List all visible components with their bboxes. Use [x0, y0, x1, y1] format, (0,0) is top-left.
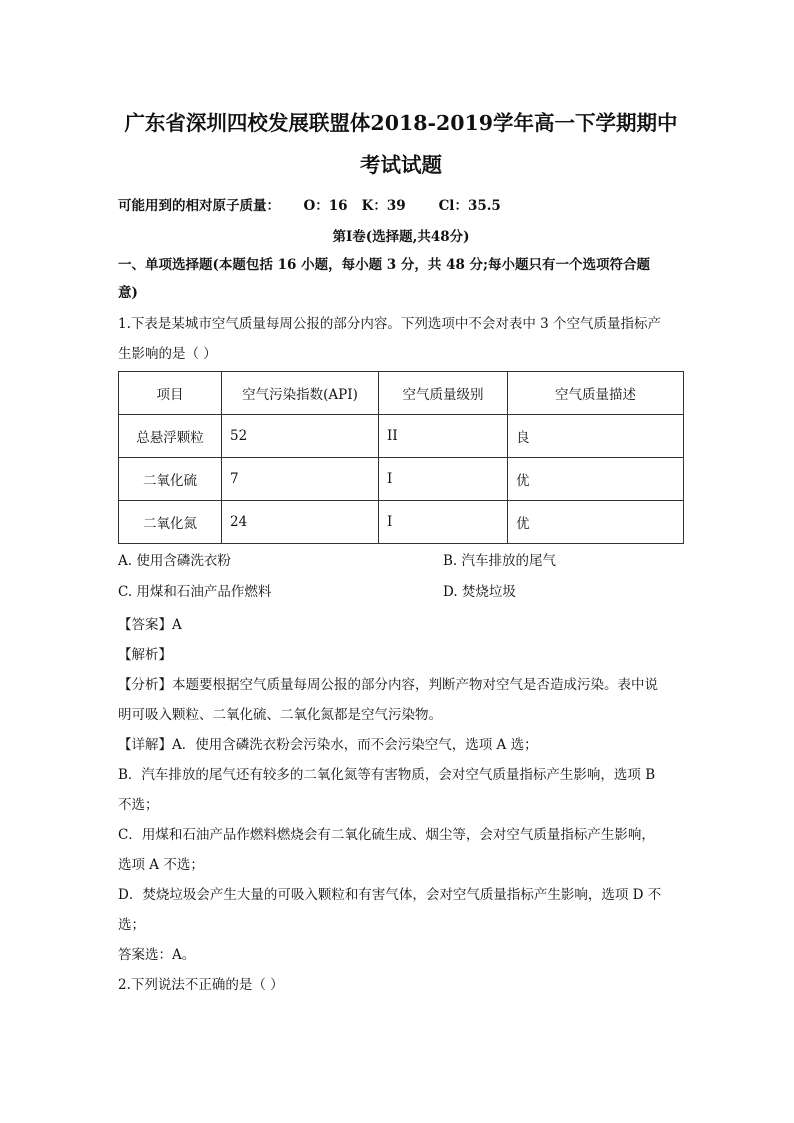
table-cell: 总悬浮颗粒: [119, 415, 222, 458]
analysis-line: 【分析】本题要根据空气质量每周公报的部分内容，判断产物对空气是否造成污染。表中说: [118, 677, 658, 693]
option-b: B. 汽车排放的尾气: [443, 553, 557, 569]
table-cell: I: [379, 501, 508, 544]
table-cell: 二氧化硫: [119, 458, 222, 501]
table-row: [119, 501, 684, 544]
table-header-cell: 项目: [119, 372, 222, 415]
table-cell: 优: [508, 458, 684, 501]
question-1-stem-line-1: 1.下表是某城市空气质量每周公报的部分内容。下列选项中不会对表中 3 个空气质量指标产: [118, 316, 662, 332]
option-c: C. 用煤和石油产品作燃料: [118, 584, 272, 600]
detail-line: B．汽车排放的尾气还有较多的二氧化氮等有害物质，会对空气质量指标产生影响，选项 B: [118, 767, 656, 783]
answer-line: 【答案】A: [118, 617, 182, 633]
table-cell: 优: [508, 501, 684, 544]
question-1-solution: [118, 610, 684, 1000]
table-header-row: [119, 372, 684, 415]
exam-page: [118, 100, 684, 1000]
table-row: [119, 415, 684, 458]
table-cell: I: [379, 458, 508, 501]
table-cell: 7: [222, 458, 379, 501]
options-row: [118, 577, 684, 608]
part-heading-line-1: 一、单项选择题(本题包括 16 小题，每小题 3 分，共 48 分;每小题只有一个选项符合题: [118, 257, 651, 273]
detail-line: C．用煤和石油产品作燃料燃烧会有二氧化硫生成、烟尘等，会对空气质量指标产生影响，: [118, 827, 655, 843]
table-cell: 良: [508, 415, 684, 458]
air-quality-table: [118, 371, 684, 544]
atomic-mass-note: 可能用到的相对原子质量： O：16 K：39 Cl：35.5: [118, 198, 501, 214]
question-1-stem: [118, 309, 684, 369]
conclusion-line: 答案选：A。: [118, 947, 196, 963]
table-cell: 24: [222, 501, 379, 544]
detail-line: 不选；: [118, 797, 159, 813]
question-1-options: [118, 546, 684, 608]
options-row: [118, 546, 684, 577]
option-d: D. 焚烧垃圾: [443, 584, 516, 600]
table-cell: 52: [222, 415, 379, 458]
part-heading-line-2: 意): [118, 285, 138, 301]
exam-title-line-2: 考试试题: [360, 153, 442, 177]
detail-line: 选项 A 不选；: [118, 857, 204, 873]
analysis-line: 明可吸入颗粒、二氧化硫、二氧化氮都是空气污染物。: [118, 707, 442, 723]
analysis-label: 【解析】: [118, 647, 172, 663]
detail-line: 【详解】A．使用含磷洗衣粉会污染水，而不会污染空气，选项 A 选；: [118, 737, 538, 753]
question-2-stem: 2.下列说法不正确的是（ ）: [118, 977, 284, 993]
table-row: [119, 458, 684, 501]
table-header-cell: 空气质量描述: [508, 372, 684, 415]
option-a: A. 使用含磷洗衣粉: [118, 553, 231, 569]
detail-line: 选；: [118, 917, 145, 933]
table-header-cell: 空气污染指数(API): [222, 372, 379, 415]
question-1-stem-line-2: 生影响的是（ ）: [118, 346, 217, 362]
section-heading: 第I卷(选择题,共48分): [332, 229, 470, 245]
exam-title-line-1: 广东省深圳四校发展联盟体2018-2019学年高一下学期期中: [124, 111, 678, 135]
table-cell: II: [379, 415, 508, 458]
table-header-cell: 空气质量级别: [379, 372, 508, 415]
detail-line: D．焚烧垃圾会产生大量的可吸入颗粒和有害气体，会对空气质量指标产生影响，选项 D 不: [118, 887, 662, 903]
table-cell: 二氧化氮: [119, 501, 222, 544]
